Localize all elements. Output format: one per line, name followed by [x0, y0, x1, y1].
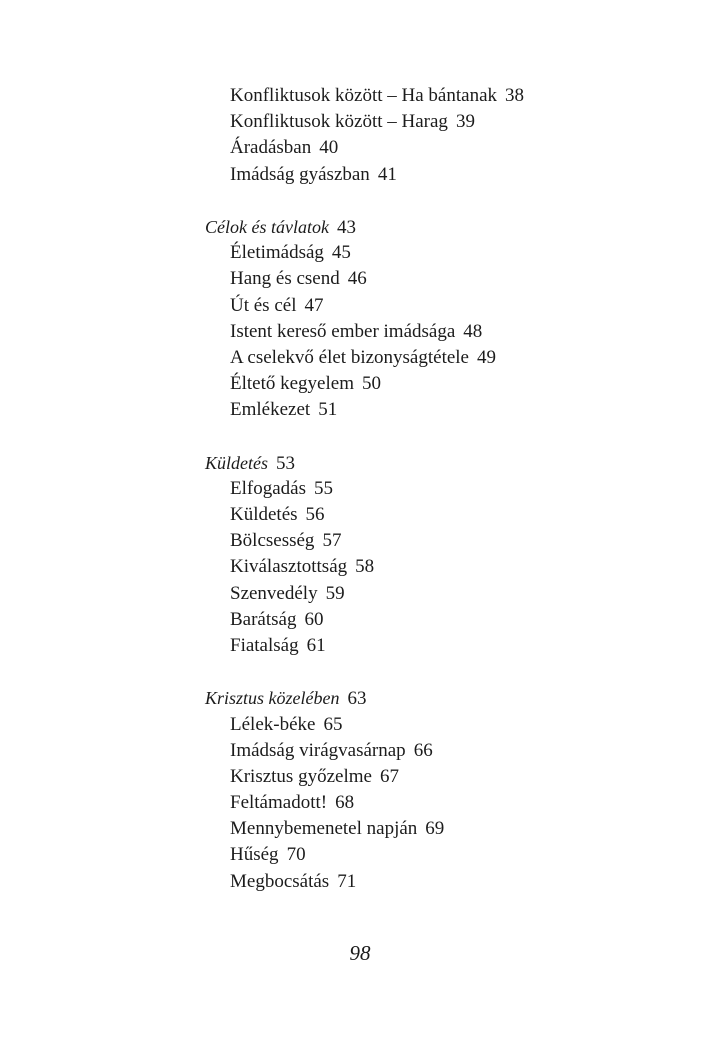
- toc-entry-title: Küldetés: [230, 504, 298, 525]
- table-of-contents: [205, 83, 524, 895]
- toc-entry: [230, 581, 524, 607]
- toc-entry: [230, 371, 524, 397]
- toc-entry: [230, 528, 524, 554]
- toc-entry: [230, 135, 524, 161]
- toc-entry-page: 45: [331, 242, 351, 264]
- toc-entry: [230, 319, 524, 345]
- toc-entry-page: 61: [306, 634, 326, 656]
- toc-entry-title: Lélek-béke: [230, 713, 316, 735]
- toc-entry-page: 60: [304, 608, 324, 630]
- toc-entry-page: 47: [304, 294, 324, 316]
- toc-section-page: 63: [347, 688, 367, 710]
- toc-section-title: Célok és távlatok: [205, 216, 329, 237]
- toc-entry-title: Út és cél: [230, 294, 297, 316]
- toc-entry: [230, 345, 524, 371]
- toc-entry: [230, 397, 524, 423]
- toc-section-title: Küldetés: [205, 452, 268, 473]
- toc-entry-title: Barátság: [230, 608, 297, 630]
- page-number: 98: [349, 941, 371, 965]
- toc-section-page: 43: [336, 216, 356, 238]
- toc-entry-title: Imádság gyászban: [230, 163, 370, 185]
- toc-entry-page: 70: [286, 844, 306, 866]
- toc-entry-page: 55: [313, 477, 333, 499]
- toc-entry-page: 46: [347, 268, 367, 290]
- toc-entry-title: Kiválasztottság: [230, 556, 348, 578]
- toc-entry-page: 68: [335, 792, 355, 814]
- toc-entry: [230, 738, 524, 764]
- toc-entry: [230, 816, 524, 842]
- toc-entry-page: 66: [413, 739, 433, 761]
- toc-entry-page: 38: [505, 85, 525, 106]
- section-spacer: [205, 188, 524, 214]
- toc-section-title: Krisztus közelében: [205, 688, 340, 709]
- toc-entry-page: 51: [318, 399, 338, 421]
- toc-entry-title: Konfliktusok között – Harag: [230, 111, 448, 133]
- toc-entry-title: A cselekvő élet bizonyságtétele: [230, 346, 469, 368]
- toc-entry-title: Éltető kegyelem: [230, 373, 354, 395]
- toc-entry: [230, 502, 524, 528]
- toc-entry-title: Istent kereső ember imádsága: [230, 320, 456, 342]
- toc-entry-page: 58: [355, 556, 375, 578]
- toc-entry: [230, 162, 524, 188]
- toc-section-page: 53: [276, 452, 295, 474]
- toc-entry: [230, 83, 524, 109]
- toc-section-heading: [205, 214, 524, 240]
- toc-entry-page: 49: [477, 346, 496, 368]
- toc-entry-page: 57: [322, 530, 342, 552]
- toc-entry-page: 39: [455, 111, 475, 133]
- toc-entry-title: Feltámadott!: [230, 792, 328, 814]
- toc-entry-page: 71: [337, 870, 357, 892]
- toc-entry: [230, 476, 524, 502]
- toc-entry-page: 48: [463, 320, 483, 342]
- toc-entry-page: 65: [323, 713, 343, 735]
- toc-entry: [230, 109, 524, 135]
- toc-entry: [230, 869, 524, 895]
- toc-entry: [230, 842, 524, 868]
- toc-entry-title: Elfogadás: [230, 477, 306, 499]
- section-spacer: [205, 659, 524, 685]
- section-spacer: [205, 423, 524, 449]
- toc-entry: [230, 607, 524, 633]
- toc-entry-title: Bölcsesség: [230, 530, 315, 552]
- toc-entry-page: 40: [319, 137, 339, 159]
- toc-entry-title: Emlékezet: [230, 399, 311, 421]
- toc-entry-title: Krisztus győzelme: [230, 765, 372, 787]
- toc-section-heading: [205, 450, 524, 476]
- toc-entry: [230, 633, 524, 659]
- toc-entry-page: 67: [379, 765, 399, 787]
- toc-entry-title: Konfliktusok között – Ha bántanak: [230, 85, 498, 106]
- toc-entry-title: Megbocsátás: [230, 870, 330, 892]
- toc-entry-title: Imádság virágvasárnap: [230, 739, 406, 761]
- toc-entry: [230, 554, 524, 580]
- toc-entry-title: Hűség: [230, 844, 279, 866]
- toc-entry-title: Mennybemenetel napján: [230, 818, 418, 840]
- toc-entry-page: 59: [325, 582, 345, 604]
- toc-entry-page: 50: [361, 373, 381, 395]
- toc-entry-page: 56: [305, 504, 325, 525]
- toc-entry-title: Szenvedély: [230, 582, 318, 604]
- toc-entry-title: Hang és csend: [230, 268, 340, 290]
- toc-entry: [230, 266, 524, 292]
- toc-entry-page: 41: [377, 163, 397, 185]
- toc-entry: [230, 764, 524, 790]
- toc-entry-title: Életimádság: [230, 242, 324, 264]
- toc-entry: [230, 712, 524, 738]
- toc-entry-page: 69: [425, 818, 445, 840]
- toc-entry: [230, 790, 524, 816]
- toc-section-heading: [205, 685, 524, 711]
- toc-entry-title: Áradásban: [230, 137, 312, 159]
- toc-entry: [230, 293, 524, 319]
- toc-entry: [230, 240, 524, 266]
- toc-entry-title: Fiatalság: [230, 634, 299, 656]
